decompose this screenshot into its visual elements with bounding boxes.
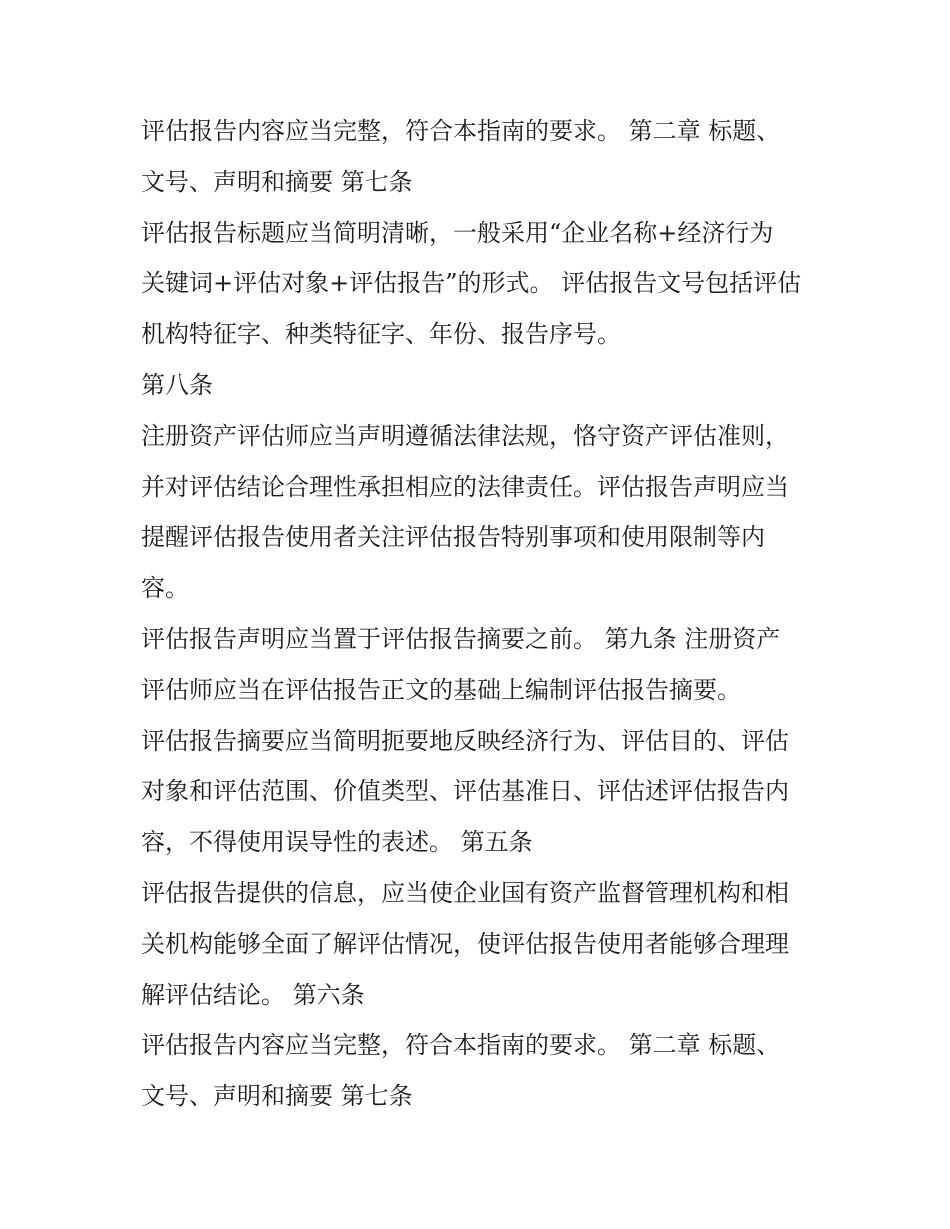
text-line-14: 对象和评估范围、价值类型、评估基准日、评估述评估报告内 — [141, 777, 789, 806]
text-line-13: 评估报告摘要应当简明扼要地反映经济行为、评估目的、评估 — [141, 726, 789, 755]
text-line-7: 注册资产评估师应当声明遵循法律法规，恪守资产评估准则， — [141, 421, 789, 450]
text-line-16: 评估报告提供的信息，应当使企业国有资产监督管理机构和相 — [141, 878, 789, 907]
text-line-12: 评估师应当在评估报告正文的基础上编制评估报告摘要。 — [141, 675, 741, 704]
text-line-20: 文号、声明和摘要 第七条 — [141, 1082, 413, 1111]
text-line-3: 评估报告标题应当简明清晰，一般采用“企业名称+经济行为 — [141, 218, 774, 247]
text-line-19: 评估报告内容应当完整，符合本指南的要求。 第二章 标题、 — [141, 1031, 781, 1060]
text-line-11: 评估报告声明应当置于评估报告摘要之前。 第九条 注册资产 — [141, 624, 781, 653]
text-line-17: 关机构能够全面了解评估情况，使评估报告使用者能够合理理 — [141, 929, 789, 958]
text-line-4: 关键词+评估对象+评估报告”的形式。 评估报告文号包括评估 — [141, 269, 802, 298]
text-line-15: 容，不得使用误导性的表述。 第五条 — [141, 828, 533, 857]
text-line-9: 提醒评估报告使用者关注评估报告特别事项和使用限制等内 — [141, 523, 765, 552]
text-line-5: 机构特征字、种类特征字、年份、报告序号。 — [141, 320, 621, 349]
document-body — [141, 106, 821, 1122]
text-line-1: 评估报告内容应当完整，符合本指南的要求。 第二章 标题、 — [141, 117, 781, 145]
text-line-8: 并对评估结论合理性承担相应的法律责任。评估报告声明应当 — [141, 472, 789, 501]
text-line-18: 解评估结论。 第六条 — [141, 980, 365, 1009]
text-line-10: 容。 — [141, 574, 189, 603]
text-line-2: 文号、声明和摘要 第七条 — [141, 167, 413, 196]
text-line-6: 第八条 — [141, 370, 213, 399]
